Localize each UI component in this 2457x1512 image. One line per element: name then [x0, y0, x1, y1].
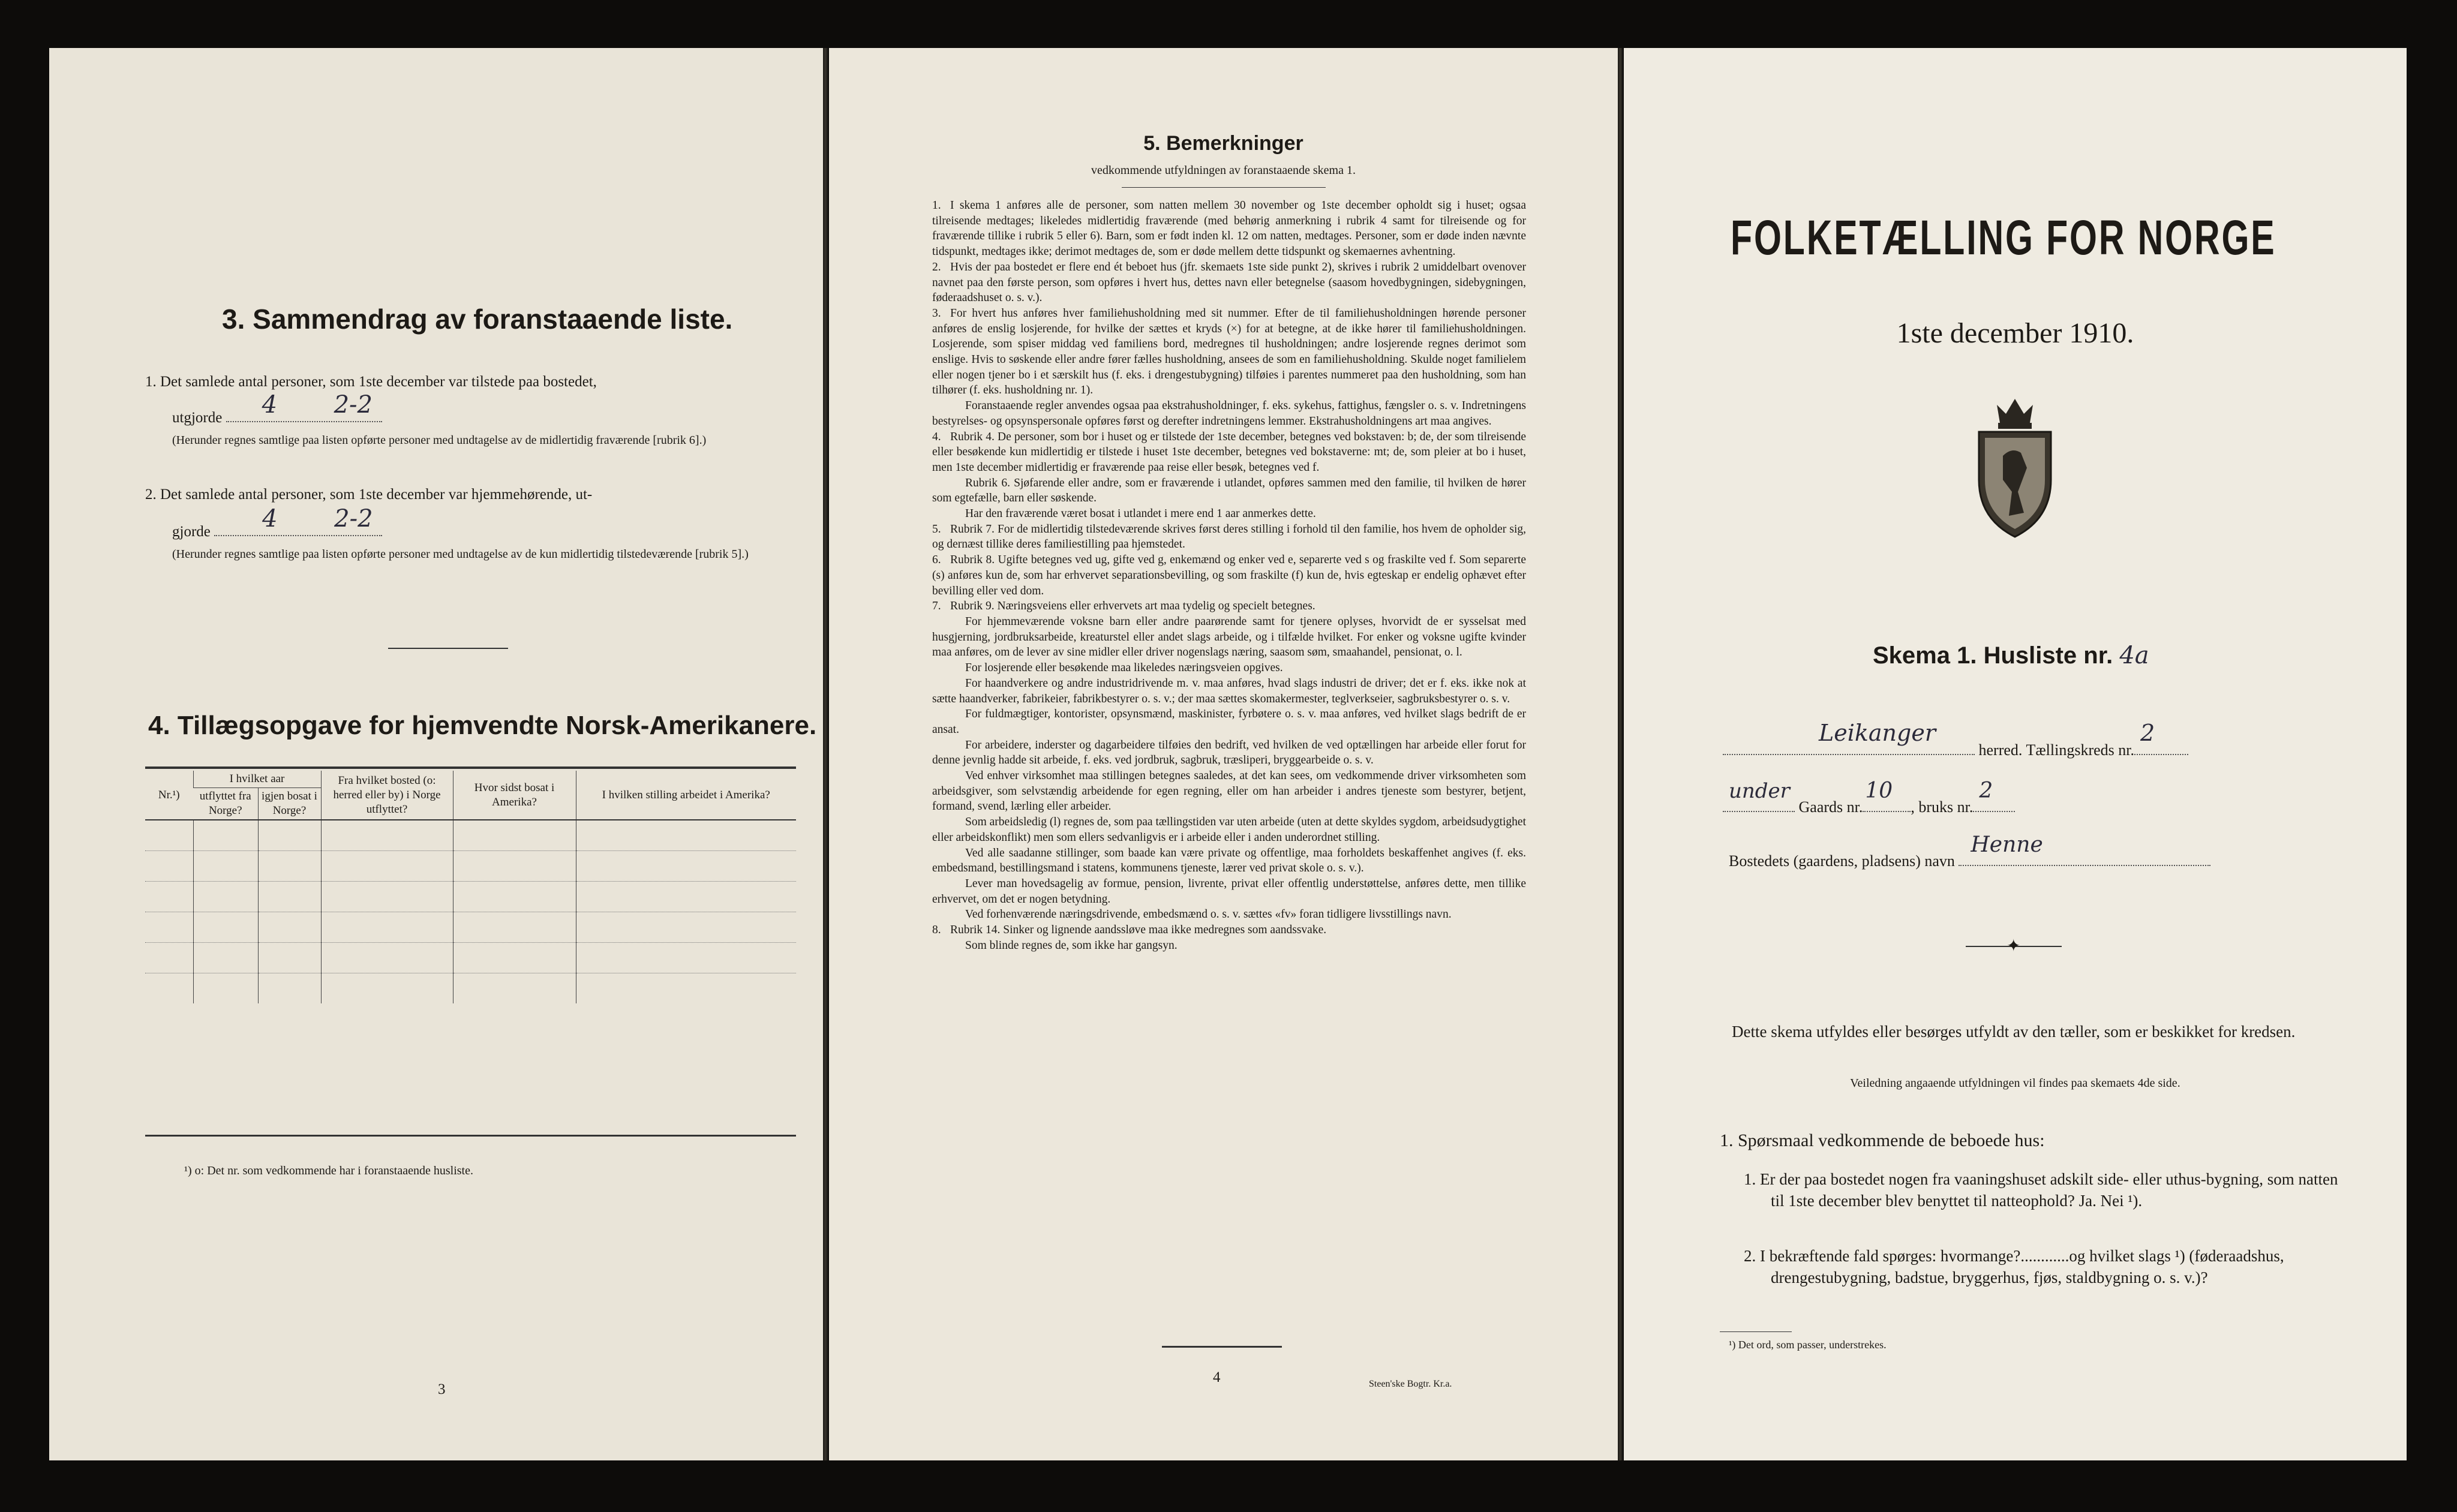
remark-number: 6. [932, 554, 941, 567]
remark-item [932, 922, 1526, 938]
under-value: under [1729, 779, 1790, 803]
remark-text: Hvis der paa bostedet er flere end ét beboet hus (jfr. skemaets 1ste side punkt 2), skrives i rubrik 2 umiddelbart ovenover navnet paa den første person, som opføres i hvert hus, dettes navn eller betegnelse (saasom hovedbygningen, sidebygningen, føderaadshuset o. s. v.). [932, 260, 1526, 305]
item-1-text: 1. Det samlede antal personer, som 1ste december var tilstede paa bostedet, [145, 374, 597, 390]
remark-number: 1. [932, 199, 941, 212]
question-2: 2. I bekræftende fald spørges: hvormange?............og hvilket slags ¹) (føderaadshus, drengestubygning, badstue, bryggerhus, fjøs, staldbygning o. s. v.)? [1744, 1247, 2284, 1286]
middle-page [829, 48, 1618, 1460]
section-4-title: 4. Tillægsopgave for hjemvendte Norsk-Amerikanere. [148, 711, 817, 740]
remark-text: Rubrik 6. Sjøfarende eller andre, som er fraværende i utlandet, opføres sammen med den familie, til hvilken de hører som egtefælle, barn eller søskende. [932, 476, 1526, 505]
item-1-note: (Herunder regnes samtlige paa listen opførte personer med undtagelse av de midlertidig fraværende [rubrik 6].) [172, 434, 707, 447]
norwegian-coat-of-arms-icon [1967, 390, 2063, 540]
table-row [145, 851, 796, 882]
page-number-4: 4 [1213, 1369, 1221, 1385]
remark-number: 7. [932, 600, 941, 613]
subtitle-rule [1122, 187, 1326, 188]
right-page [1624, 48, 2407, 1460]
remark-item [932, 768, 1526, 814]
gaards-field [1863, 778, 1911, 812]
remark-text: Ved alle saadanne stillinger, som baade kan være private og offentlige, maa forholdets beskaffenhet angives (f. eks. embedsmand, bestillingsmand i statens, kommunens tjeneste, lærer ved privat skole o. s. v.). [932, 846, 1526, 875]
table-row [145, 882, 796, 912]
remark-text: Rubrik 9. Næringsveiens eller erhvervets art maa tydelig og specielt betegnes. [950, 600, 1315, 613]
intro-note: Veiledning angaaende utfyldningen vil findes paa skemaets 4de side. [1850, 1077, 2180, 1090]
table-row [145, 912, 796, 943]
remark-text: Lever man hovedsagelig av formue, pension, livrente, privat eller offentlig understøttelse, anføres dette, men tillike erhvervet, om det er nogen betydning. [932, 877, 1526, 906]
item-2-note: (Herunder regnes samtlige paa listen opførte personer med undtagelse av de kun midlertidig tilstedeværende [rubrik 5].) [172, 548, 749, 561]
item-2-answer-field [214, 505, 382, 536]
remark-text: Ved forhenværende næringsdrivende, embedsmænd o. s. v. sættes «fv» foran tidligere livsstillings navn. [965, 908, 1452, 921]
remark-text: For hjemmeværende voksne barn eller andre paarørende samt for tjenere oplyses, hvorvidt de er sysselsat med husgjerning, jordbruksarbeide, kreaturstel eller andet slags arbeide, og i tilfælde hvilket. For enker og voksne ugifte kvinder maa anføres, om de lever av sine midler eller driver nogenslags næring, saasom søm, smaahandel, pensionat, o. l. [932, 615, 1526, 659]
left-page [49, 48, 823, 1460]
remark-text: For arbeidere, inderster og dagarbeidere tilføies den bedrift, ved hvilken de ved optællingen har arbeide eller forut for denne jevnlig hadde sit arbeide, f. eks. ved jordbruk, sagbruk, træsliperi, bryggearbeide o. s. v. [932, 738, 1526, 767]
norsk-amerikanere-table [145, 771, 796, 1003]
remark-item [932, 814, 1526, 845]
table-bottom-rule [145, 1135, 796, 1137]
remark-item [932, 599, 1526, 614]
divider [388, 648, 508, 649]
col-utflyttet: utflyttet fra Norge? [199, 790, 251, 817]
bottom-divider [1162, 1346, 1282, 1348]
remark-number: 4. [932, 430, 941, 443]
remark-item [932, 738, 1526, 768]
col-stilling: I hvilken stilling arbeidet i Amerika? [576, 771, 796, 820]
remark-item [932, 614, 1526, 660]
remark-text: Rubrik 4. De personer, som bor i huset og er tilstede der 1ste december, betegnes ved bokstaven: b; de, der som tilreisende eller besøkende kun midlertidig er tilstede i huset 1ste december, betegnes ved bokstaverne: mt; de, som pleier at bo i huset, men 1ste december midlertidig er fraværende paa reise eller besøk, betegnes ved f. [932, 430, 1526, 474]
remark-text: Som arbeidsledig (l) regnes de, som paa tællingstiden var uten arbeide (uten at dette skyldes sygdom, arbeidsudygtighet eller arbeidskonflikt) men som ellers sedvanligvis er i arbeide eller i anden underordnet stilling. [932, 816, 1526, 844]
remark-item [932, 476, 1526, 506]
husliste-nr-value: 4a [2119, 642, 2149, 669]
printer-mark: Steen'ske Bogtr. Kr.a. [1369, 1379, 1452, 1389]
remark-text: I skema 1 anføres alle de personer, som natten mellem 30 november og 1ste december opholdt sig i huset; ogsaa tilreisende medtages; likeledes midlertidig fraværende (med behørig anmerkning i rubrik 4 samt for tilreisende og for fraværende tillike i rubrik 5 eller 6). Barn, som er født inden kl. 12 om natten, medtages. Personer, som er døde inden nævnte tidspunkt, medtages ikke; derimot medtages de, som er døde mellem dette tidspunkt og skemaernes avhentning. [932, 199, 1526, 258]
remarks-list [932, 198, 1526, 953]
gaards-line: under Gaards nr. 10 , bruks nr. 2 [1723, 792, 2323, 817]
footnote-rule [1720, 1331, 1792, 1332]
under-field [1723, 779, 1795, 812]
kreds-field [2134, 720, 2188, 755]
kreds-label: Tællingskreds nr. [2026, 741, 2134, 759]
herred-label: herred. [1978, 741, 2023, 759]
bosted-field [1959, 832, 2210, 866]
remark-item [932, 506, 1526, 522]
right-footnote: ¹) Det ord, som passer, understrekes. [1729, 1339, 1887, 1351]
remark-text: For hvert hus anføres hver familiehusholdning med sit nummer. Efter de til familiehusholdningen hørende personer anføres de enslig losjerende, for hvilke der sættes et kryds (×) for at betegne, at de ikke hører til familiehusholdningen. Losjerende, som spiser middag ved familiens bord, medregnes til husholdningen; andre losjerende regnes derimot som enslige. Hvis to søskende eller andre fører fælles husholdning, ansees de som en familiehusholdning. Skulde noget familielem eller nogen tjener bo i et særskilt hus (f. eks. i drengestubygning) tilføies i parentes nummeret paa den husholdning, som han tilhører (f. eks. husholdning nr. 1). [932, 306, 1526, 397]
remark-item [932, 398, 1526, 429]
item-2-text: 2. Det samlede antal personer, som 1ste december var hjemmehørende, ut- [145, 486, 593, 503]
bruks-value: 2 [1979, 778, 1993, 803]
remark-text: Ved enhver virksomhet maa stillingen betegnes saaledes, at det kan sees, om vedkommende driver virksomheten som arbeidsgiver, som selvstændig arbeidende for egen regning, eller om han arbeider i andres tjeneste som bestyrer, betjent, formand, svend, lærling eller arbeider. [932, 769, 1526, 813]
remark-item [932, 846, 1526, 876]
remark-item [932, 676, 1526, 707]
remark-text: Rubrik 7. For de midlertidig tilstedeværende skrives først deres stilling i forhold til den familie, hos hvem de opholder sig, og dernæst tillike deres familiestilling paa hjemstedet. [932, 522, 1526, 551]
item-2-gjorde-label: gjorde [172, 524, 211, 540]
intro-paragraph: Dette skema utfyldes eller besørges utfyldt av den tæller, som er beskikket for kredsen. [1732, 1023, 2296, 1041]
remark-item [932, 429, 1526, 476]
question-1: 1. Er der paa bostedet nogen fra vaaningshuset adskilt side- eller uthus-bygning, som natten til 1ste december blev benyttet til natteophold? Ja. Nei ¹). [1744, 1170, 2338, 1210]
herred-field [1723, 720, 1975, 755]
remark-item [932, 660, 1526, 676]
bosted-value: Henne [1971, 832, 2043, 857]
remark-number: 2. [932, 260, 941, 273]
remark-text: Rubrik 14. Sinker og lignende aandssløve maa ikke medregnes som aandssvake. [950, 924, 1327, 937]
remark-text: Som blinde regnes de, som ikke har gangsyn. [965, 939, 1178, 952]
section-3-title: 3. Sammendrag av foranstaaende liste. [222, 303, 733, 335]
remark-text: Rubrik 8. Ugifte betegnes ved ug, gifte ved g, enkemænd og enker ved e, separerte ved s og fraskilte ved f. Som separerte (s) anføres kun de, som har erhvervet separationsbevilling, og som fraskilte (f) kun de, hvis egteskap er endelig ophævet efter bevilling eller ved dom. [932, 554, 1526, 597]
bosted-label: Bostedets (gaardens, pladsens) navn [1729, 852, 1955, 870]
gaards-label: Gaards nr. [1798, 798, 1863, 816]
table-top-rule [145, 766, 796, 769]
herred-line [1723, 720, 2323, 760]
table-row [145, 943, 796, 973]
col-group-aar: I hvilket aar [193, 771, 321, 788]
left-footnote: ¹) o: Det nr. som vedkommende har i foranstaaende husliste. [184, 1164, 473, 1177]
remark-number: 5. [932, 522, 941, 536]
item-1-answer-line [172, 391, 382, 428]
bruks-field [1973, 778, 2015, 812]
remark-text: Har den fraværende været bosat i utlandet i mere end 1 aar anmerkes dette. [965, 507, 1316, 521]
item-2-value-b: 2-2 [334, 505, 373, 533]
remark-item [932, 938, 1526, 954]
item-1-value-a: 4 [262, 391, 278, 419]
remark-item [932, 198, 1526, 260]
remark-item [932, 907, 1526, 922]
herred-value: Leikanger [1819, 720, 1936, 746]
item-1-answer-field [226, 391, 382, 422]
question-section-title: 1. Spørsmaal vedkommende de beboede hus: [1720, 1131, 2045, 1150]
remark-text: For losjerende eller besøkende maa likeledes næringsveien opgives. [965, 662, 1283, 675]
skema-line [1873, 642, 2149, 669]
bosted-line [1729, 832, 2329, 871]
item-2-value-a: 4 [262, 505, 278, 533]
skema-label: Skema 1. Husliste nr. [1873, 642, 2113, 669]
item-1-utgjorde-label: utgjorde [172, 410, 223, 426]
remark-item [932, 552, 1526, 599]
census-date: 1ste december 1910. [1896, 317, 2134, 349]
remarks-subtitle: vedkommende utfyldningen av foranstaaende skema 1. [1091, 164, 1356, 177]
remark-text: Foranstaaende regler anvendes ogsaa paa ekstrahusholdninger, f. eks. sykehus, fattighus, fængsler o. s. v. Indretningens bestyrelses- og opsynspersonale opføres først og derefter indretningens lemmer. Ekstrahusholdningens art maa angives. [932, 399, 1526, 428]
item-1-value-b: 2-2 [334, 391, 373, 419]
item-2-answer-line [172, 505, 382, 542]
col-igjen-bosat: igjen bosat i Norge? [258, 788, 321, 820]
remark-item [932, 876, 1526, 907]
col-fra-bosted: Fra hvilket bosted (o: herred eller by) i Norge utflyttet? [321, 771, 453, 820]
kreds-value: 2 [2140, 720, 2155, 746]
page-number-3: 3 [438, 1381, 446, 1397]
col-hvor-sidst: Hvor sidst bosat i Amerika? [453, 771, 576, 820]
remark-text: For haandverkere og andre industridrivende m. v. maa anføres, hvad slags industri de driver; det er f. eks. ikke nok at sætte haandverker, fabrikeier, fabrikbestyrer o. s. v.; der maa sættes skomakermester, teglverkseier, sagbruksbestyrer o. s. v. [932, 677, 1526, 705]
remarks-title: 5. Bemerkninger [1143, 132, 1303, 155]
col-nr: Nr.¹) [158, 788, 180, 801]
table-row [145, 973, 796, 1004]
main-title: FOLKETÆLLING FOR NORGE [1731, 211, 2276, 265]
remark-item [932, 522, 1526, 552]
gaards-value: 10 [1865, 778, 1893, 803]
ornament-icon: ✦ [2007, 937, 2021, 955]
bruks-label: bruks nr. [1918, 798, 1974, 816]
remark-number: 8. [932, 924, 941, 937]
remark-item [932, 707, 1526, 737]
page-fold [823, 48, 828, 1460]
table-row [145, 820, 796, 851]
page-fold [1618, 48, 1623, 1460]
remark-item [932, 260, 1526, 306]
remark-number: 3. [932, 306, 941, 320]
remark-text: For fuldmægtiger, kontorister, opsynsmænd, maskinister, fyrbøtere o. s. v. maa anføres, ved hvilket slags bedrift de er ansat. [932, 708, 1526, 736]
remark-item [932, 306, 1526, 398]
